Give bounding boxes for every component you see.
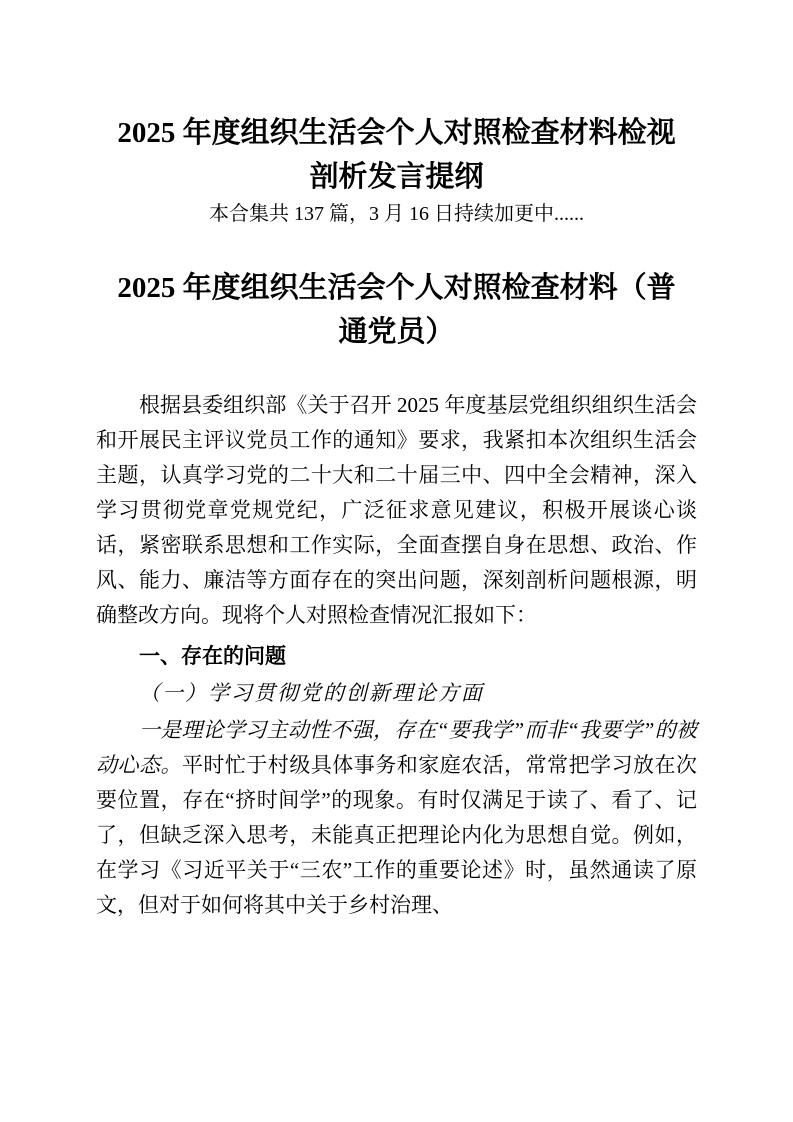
- point-lead-sentence: 一是理论学习主动性不强，存在“要我学”而非“我要学”的被动心态。: [96, 718, 697, 777]
- section-heading-problems: 一、存在的问题: [139, 645, 286, 668]
- point-body-text: 平时忙于村级具体事务和家庭农活，常常把学习放在次要位置，存在“挤时间学”的现象。有时仅满足于读了、看了、记了，但缺乏深入思考，未能真正把理论内化为思想自觉。例如，在学习《习近平关于“三农”工作的重要论述》时，虽然通读了原文，但对于如何将其中关于乡村治理、: [96, 753, 698, 917]
- subsection-heading-theory-study: （一）学习贯彻党的创新理论方面: [139, 681, 484, 705]
- article-title: 2025 年度组织生活会个人对照检查材料（普通党员）: [117, 272, 676, 348]
- intro-paragraph: 根据县委组织部《关于召开 2025 年度基层党组织组织生活会和开展民主评议党员工作的通知》要求，我紧扣本次组织生活会主题，认真学习党的二十大和二十届三中、四中全会精神，深入学习贯彻党章党规党纪，广泛征求意见建议，积极开展谈心谈话，紧密联系思想和工作实际，全面查摆自身在思想、政治、作风、能力、廉洁等方面存在的突出问题，深刻剖析问题根源，明确整改方向。现将个人对照检查情况汇报如下：: [96, 393, 697, 627]
- collection-title: 2025 年度组织生活会个人对照检查材料检视剖析发言提纲: [117, 117, 676, 193]
- collection-note: 本合集共 137 篇，3 月 16 日持续加更中......: [209, 203, 584, 225]
- point-paragraph: [96, 713, 697, 923]
